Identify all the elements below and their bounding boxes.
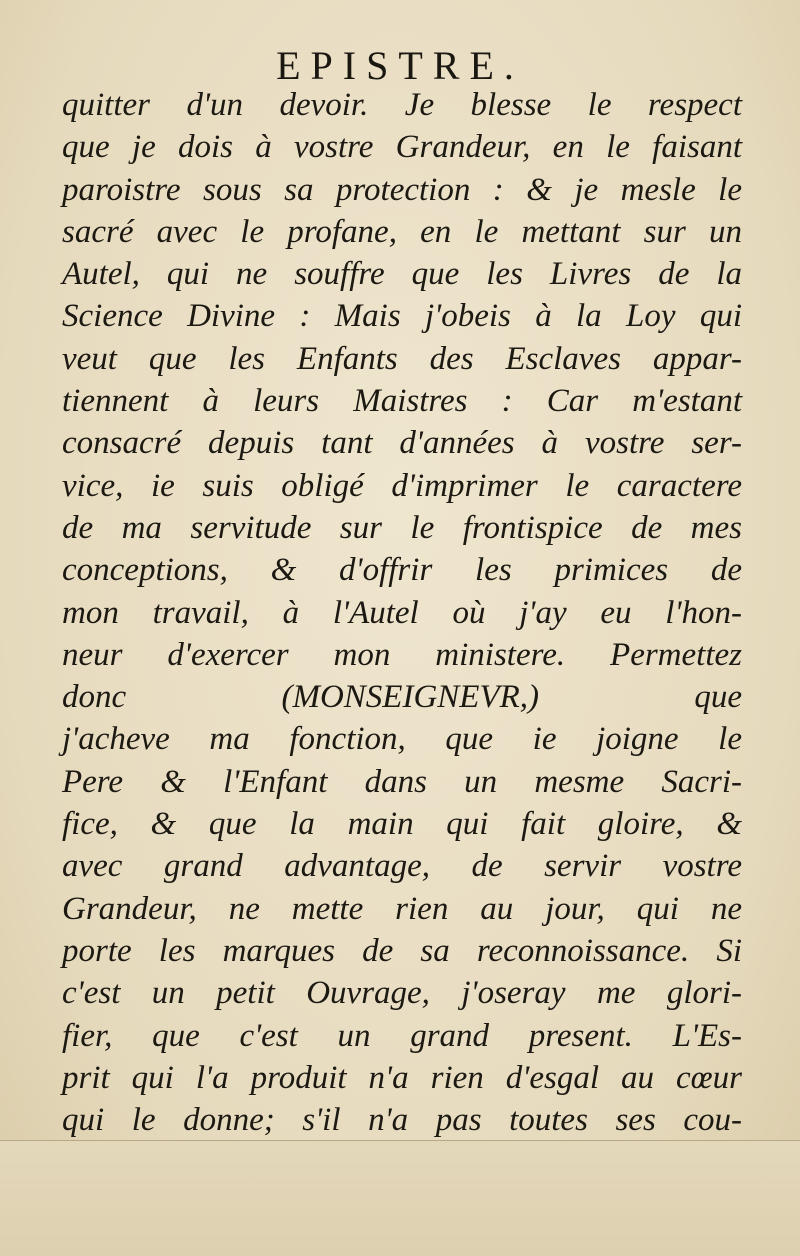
text-line: quitter d'un devoir. Je blesse le respect	[62, 87, 742, 123]
text-line: Autel, qui ne souffre que les Livres de la	[62, 256, 742, 293]
text-line: vice, ie suis obligé d'imprimer le caractere	[62, 467, 742, 504]
text-line: neur d'exercer mon ministere. Permettez	[62, 636, 742, 673]
text-line: Pere & l'Enfant dans un mesme Sacri-	[62, 763, 742, 800]
text-line: consacré depuis tant d'années à vostre ser-	[62, 425, 742, 462]
page-header: EPISTRE.	[276, 43, 524, 88]
text-line: qui le donne; s'il n'a pas toutes ses cou-	[62, 1102, 742, 1139]
text-line: c'est un petit Ouvrage, j'oseray me glori-	[62, 975, 742, 1012]
text-line: porte les marques de sa reconnoissance. Si	[62, 932, 742, 969]
text-line: mon travail, à l'Autel où j'ay eu l'hon-	[62, 594, 742, 631]
text-line: tiennent à leurs Maistres : Car m'estant	[62, 383, 742, 420]
text-line: conceptions, & d'offrir les primices de	[62, 552, 742, 589]
text-line: paroistre sous sa protection : & je mesle le	[62, 171, 742, 208]
text-line: fice, & que la main qui fait gloire, &	[62, 806, 742, 843]
body-text	[62, 84, 742, 1184]
text-line: avec grand advantage, de servir vostre	[62, 848, 742, 885]
text-line: Science Divine : Mais j'obeis à la Loy qui	[62, 298, 742, 335]
text-line: sacré avec le profane, en le mettant sur un	[62, 213, 742, 250]
text-line: que je dois à vostre Grandeur, en le faisant	[62, 129, 742, 166]
text-line: fier, que c'est un grand present. L'Es-	[62, 1017, 742, 1054]
text-line: j'acheve ma fonction, que ie joigne le	[62, 721, 742, 758]
page-bottom-margin	[0, 1141, 800, 1256]
text-line: de ma servitude sur le frontispice de mes	[62, 509, 742, 546]
text-line: veut que les Enfants des Esclaves appar-	[62, 340, 742, 377]
text-line: Grandeur, ne mette rien au jour, qui ne	[62, 890, 742, 927]
text-line: prit qui l'a produit n'a rien d'esgal au cœur	[62, 1059, 742, 1096]
text-line: donc (MONSEIGNEVR,) que	[62, 679, 742, 716]
